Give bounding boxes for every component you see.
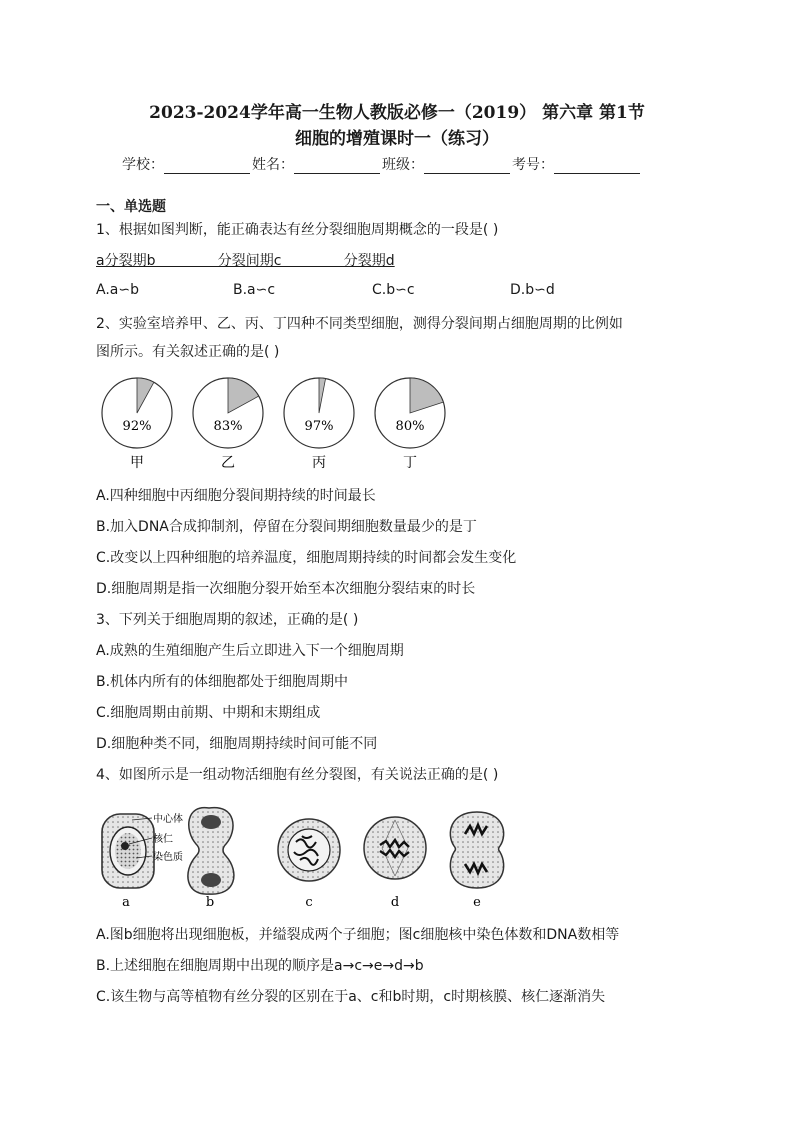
- q2-option-d: D.细胞周期是指一次细胞分裂开始至本次细胞分裂结束的时长: [96, 581, 476, 597]
- number-label: 考号：: [512, 157, 554, 173]
- student-info: [122, 154, 642, 174]
- q1-diagram: a分裂期b 分裂间期c 分裂期d: [96, 253, 395, 269]
- name-blank[interactable]: [294, 159, 380, 174]
- q1-option-d: D.b∽d: [510, 282, 555, 298]
- q4-mitosis-figure: [96, 800, 516, 912]
- chromatin-label: 染色质: [153, 852, 183, 863]
- q1-option-a: A.a∽b: [96, 282, 139, 298]
- pie-bing-name: 丙: [312, 455, 326, 471]
- title-line-2: 细胞的增殖课时一（练习）: [295, 129, 499, 149]
- pie-jia: [102, 378, 172, 471]
- cell-e-anaphase: [450, 812, 503, 910]
- cell-d-metaphase: [364, 817, 426, 910]
- pie-jia-name: 甲: [130, 455, 144, 471]
- cell-b-label: b: [205, 895, 215, 910]
- q2-option-c: C.改变以上四种细胞的培养温度，细胞周期持续的时间都会发生变化: [96, 550, 517, 566]
- q1-option-b: B.a∽c: [233, 282, 276, 298]
- q3-option-d: D.细胞种类不同，细胞周期持续时间可能不同: [96, 736, 378, 752]
- pie-ding: [375, 378, 445, 471]
- cell-c-prophase: [278, 819, 340, 910]
- q3-stem: 3、下列关于细胞周期的叙述，正确的是( ): [96, 612, 359, 628]
- cell-a-interphase: [102, 812, 183, 910]
- number-blank[interactable]: [554, 159, 640, 174]
- q4-option-b: B.上述细胞在细胞周期中出现的顺序是a→c→e→d→b: [96, 958, 424, 974]
- cell-c-label: c: [305, 895, 313, 910]
- class-label: 班级：: [382, 157, 424, 173]
- pie-ding-label: 80%: [395, 419, 425, 434]
- cell-a-label: a: [122, 895, 130, 910]
- q3-option-a: A.成熟的生殖细胞产生后立即进入下一个细胞周期: [96, 643, 404, 659]
- q2-stem-line-1: 2、实验室培养甲、乙、丙、丁四种不同类型细胞，测得分裂间期占细胞周期的比例如: [96, 316, 623, 332]
- nucleolus-label: 核仁: [153, 834, 173, 845]
- cell-e-label: e: [473, 895, 481, 910]
- q3-option-c: C.细胞周期由前期、中期和末期组成: [96, 705, 321, 721]
- pie-jia-label: 92%: [122, 419, 152, 434]
- q4-option-c: C.该生物与高等植物有丝分裂的区别在于a、c和b时期，c时期核膜、核仁逐渐消失: [96, 989, 606, 1005]
- q3-option-b: B.机体内所有的体细胞都处于细胞周期中: [96, 674, 349, 690]
- q2-option-b: B.加入DNA合成抑制剂，停留在分裂间期细胞数量最少的是丁: [96, 519, 477, 535]
- school-label: 学校：: [122, 157, 164, 173]
- pie-yi: [193, 378, 263, 471]
- cell-b-telophase: [188, 808, 234, 910]
- name-label: 姓名：: [252, 157, 294, 173]
- pie-ding-name: 丁: [403, 455, 417, 471]
- class-blank[interactable]: [424, 159, 510, 174]
- pie-bing: [284, 378, 354, 471]
- q4-option-a: A.图b细胞将出现细胞板，并缢裂成两个子细胞；图c细胞核中染色体数和DNA数相等: [96, 927, 620, 943]
- q2-stem-line-2: 图所示。有关叙述正确的是( ): [96, 344, 280, 360]
- title-line-1: 2023-2024学年高一生物人教版必修一（2019） 第六章 第1节: [149, 103, 645, 123]
- centrosome-label: 中心体: [153, 814, 183, 825]
- pie-bing-label: 97%: [304, 419, 334, 434]
- q1-option-c: C.b∽c: [372, 282, 415, 298]
- q2-pie-figure: [90, 372, 450, 478]
- q1-stem: 1、根据如图判断，能正确表达有丝分裂细胞周期概念的一段是( ): [96, 222, 499, 238]
- school-blank[interactable]: [164, 159, 250, 174]
- cell-d-label: d: [390, 895, 400, 910]
- q4-stem: 4、如图所示是一组动物活细胞有丝分裂图，有关说法正确的是( ): [96, 767, 499, 783]
- pie-yi-name: 乙: [221, 455, 235, 471]
- section-heading: 一、单选题: [96, 199, 166, 215]
- pie-yi-label: 83%: [213, 419, 243, 434]
- q2-option-a: A.四种细胞中丙细胞分裂间期持续的时间最长: [96, 488, 376, 504]
